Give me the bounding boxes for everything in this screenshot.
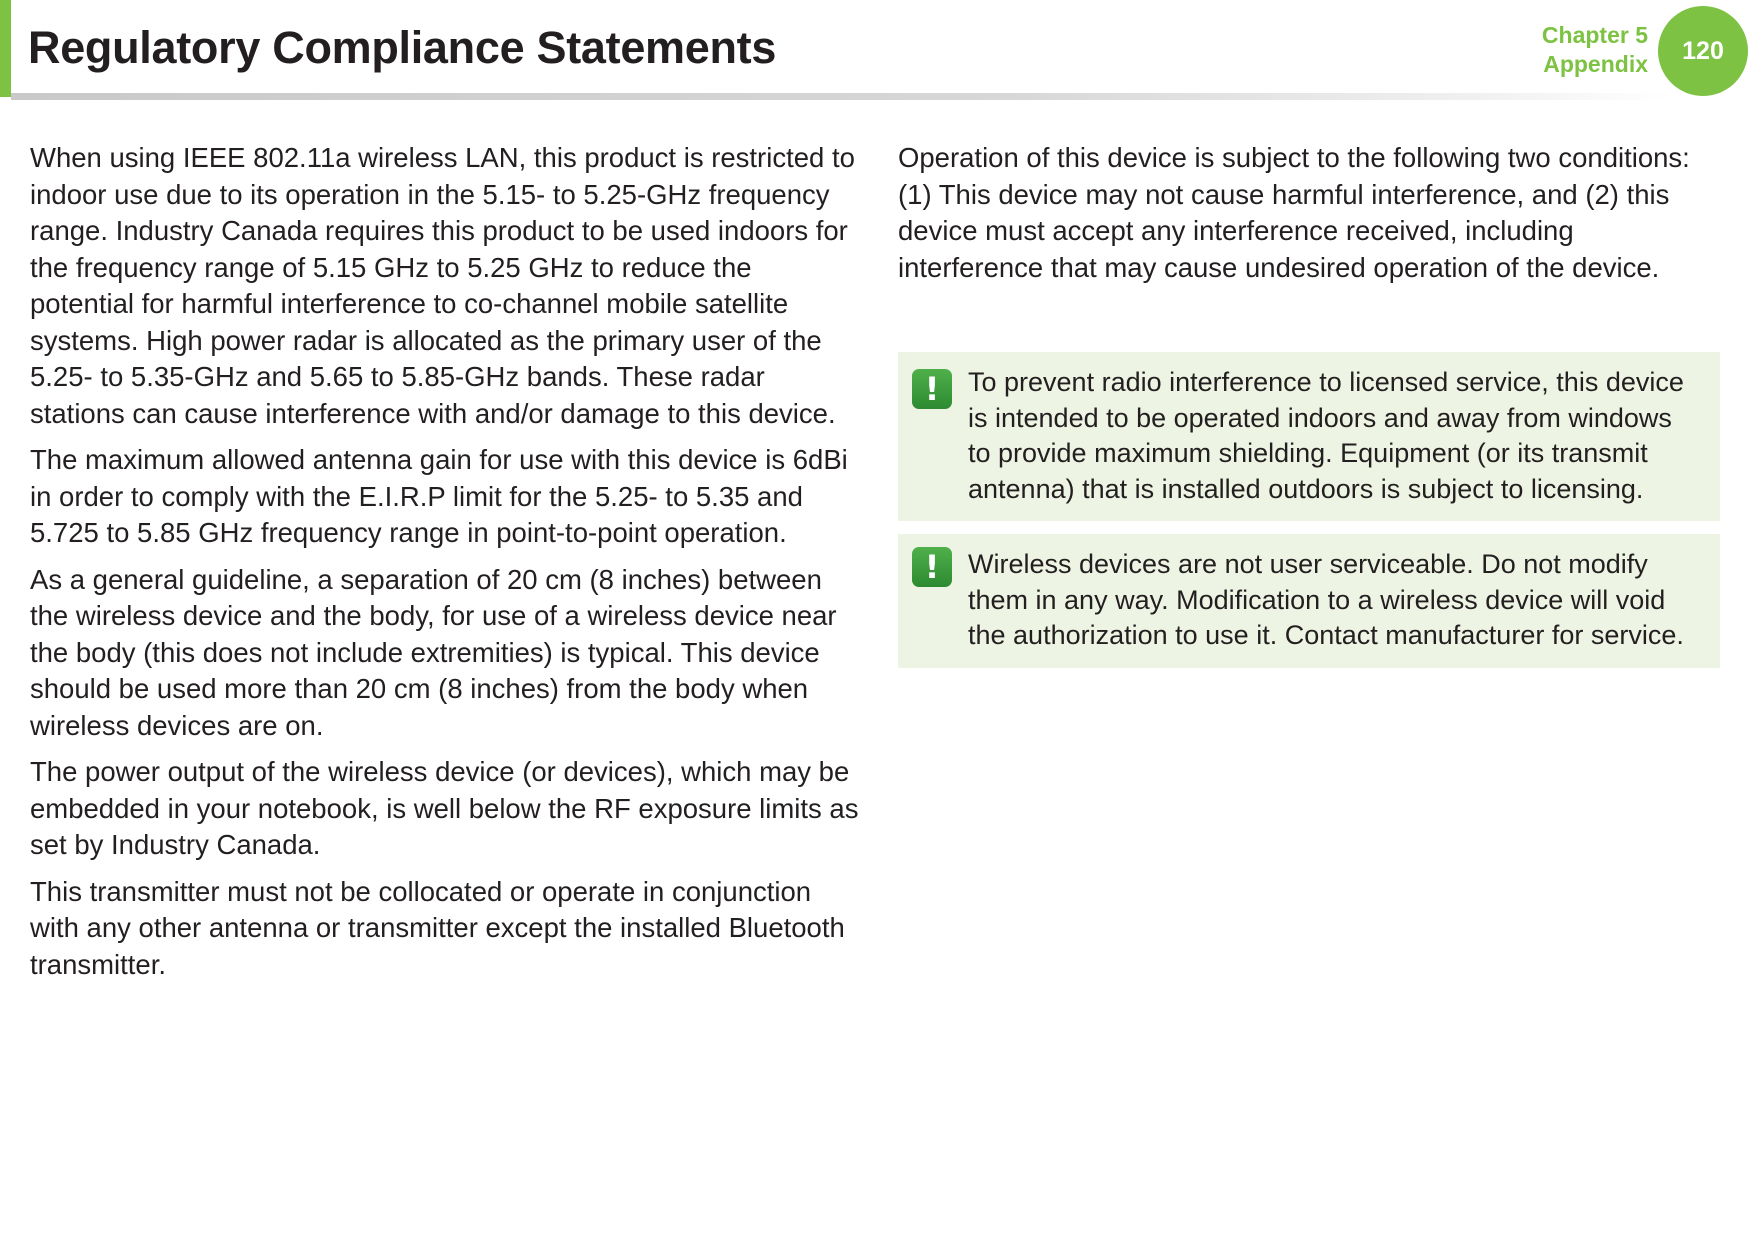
caution-note-text: To prevent radio interference to licensed service, this device is intended to be operated indoors and away from windows to provide maximum shielding. Equipment (or its transmit antenna) that is installed outdoors is subject to licensing. [968,367,1684,504]
caution-note [898,352,1720,521]
right-column [898,140,1720,286]
page-title: Regulatory Compliance Statements [28,22,777,73]
chapter-number: Chapter 5 [1541,22,1648,48]
caution-icon: ! [912,547,952,587]
caution-note-text: Wireless devices are not user serviceable. Do not modify them in any way. Modification to a wireless device will void the authorization to use it. Contact manufacturer for service. [968,549,1684,650]
caution-icon: ! [912,369,952,409]
left-column [30,140,860,993]
body-paragraph: This transmitter must not be collocated or operate in conjunction with any other antenna or transmitter except the installed Bluetooth transmitter. [30,875,845,980]
title-accent-bar [0,0,11,97]
body-paragraph: The maximum allowed antenna gain for use with this device is 6dBi in order to comply with the E.I.R.P limit for the 5.25- to 5.35 and 5.725 to 5.85 GHz frequency range in point-to-point operation. [30,444,848,548]
chapter-label [1542,21,1648,79]
body-paragraph: The power output of the wireless device (or devices), which may be embedded in your notebook, is well below the RF exposure limits as set by Industry Canada. [30,756,859,860]
header-divider [11,93,1671,100]
body-paragraph: When using IEEE 802.11a wireless LAN, this product is restricted to indoor use due to its operation in the 5.15- to 5.25-GHz frequency range. Industry Canada requires this product to be used indoors for the frequency range of 5.15 GHz to 5.25 GHz to reduce the potential for harmful interference to co-channel mobile satellite systems. High power radar is allocated as the primary user of the 5.25- to 5.35-GHz and 5.65 to 5.85-GHz bands. These radar stations can cause interference with and/or damage to this device. [30,142,855,429]
body-paragraph: As a general guideline, a separation of 20 cm (8 inches) between the wireless device and the body, for use of a wireless device near the body (this does not include extremities) is typical. This device should be used more than 20 cm (8 inches) from the body when wireless devices are on. [30,563,837,741]
conditions-paragraph: Operation of this device is subject to the following two conditions: (1) This device may not cause harmful interference, and (2) this device must accept any interference received, including interference that may cause undesired operation of the device. [898,142,1690,283]
chapter-section: Appendix [1543,51,1648,77]
page-number-badge: 120 [1658,6,1748,96]
caution-note [898,534,1720,668]
